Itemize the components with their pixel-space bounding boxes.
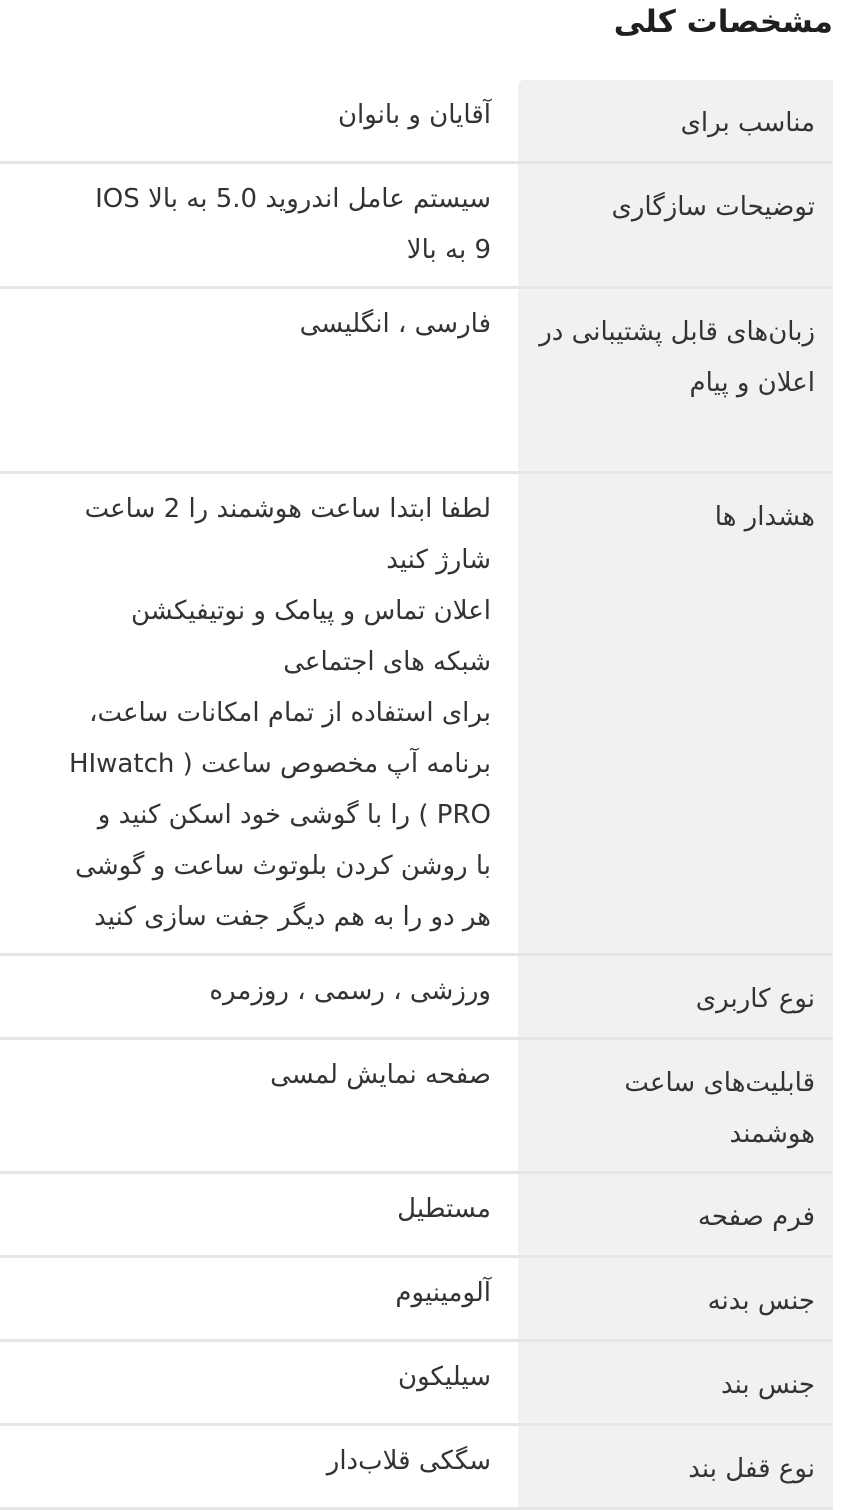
spec-key: فرم صفحه <box>518 1174 833 1255</box>
spec-row-strap-lock-type <box>0 1426 833 1510</box>
spec-value-line: صفحه نمایش لمسی <box>270 1060 491 1090</box>
spec-value <box>0 474 518 953</box>
spec-table <box>0 80 833 1510</box>
spec-value-line: ورزشی ، رسمی ، روزمره <box>209 976 491 1006</box>
spec-value-line: برنامه آپ مخصوص ساعت ( HIwatch <box>68 749 491 779</box>
spec-value <box>0 1258 518 1339</box>
spec-value-line: سگکی قلاب‌دار <box>326 1446 491 1476</box>
spec-value-line: شارژ کنید <box>386 545 491 575</box>
spec-value-line: هر دو را به هم دیگر جفت سازی کنید <box>94 902 491 932</box>
spec-row-suitable-for <box>0 80 833 164</box>
spec-value <box>0 1342 518 1423</box>
spec-value-line: مستطیل <box>397 1194 491 1224</box>
spec-row-warnings <box>0 474 833 956</box>
spec-row-compatibility <box>0 164 833 289</box>
spec-value <box>0 1426 518 1507</box>
spec-value-line: لطفا ابتدا ساعت هوشمند را 2 ساعت <box>84 494 491 524</box>
spec-key: مناسب برای <box>518 80 833 161</box>
spec-value-line: برای استفاده از تمام امکانات ساعت، <box>89 698 491 728</box>
spec-value-line: آلومینیوم <box>395 1278 491 1308</box>
spec-value <box>0 289 518 471</box>
spec-key: زبان‌های قابل پشتیبانی در اعلان و پیام <box>518 289 833 471</box>
spec-value-line: شبکه های اجتماعی <box>283 647 491 677</box>
spec-row-smartwatch-features <box>0 1040 833 1174</box>
spec-row-supported-languages <box>0 289 833 474</box>
spec-value-line: با روشن کردن بلوتوث ساعت و گوشی <box>75 851 491 881</box>
spec-value-line: سیلیکون <box>398 1362 491 1392</box>
spec-row-screen-shape <box>0 1174 833 1258</box>
spec-value <box>0 164 518 286</box>
spec-value-line: سیستم عامل اندروید 5.0 به بالا IOS <box>95 184 491 214</box>
section-title: مشخصات کلی <box>613 4 833 40</box>
spec-row-body-material <box>0 1258 833 1342</box>
spec-key: جنس بند <box>518 1342 833 1423</box>
spec-value <box>0 1174 518 1255</box>
spec-value <box>0 956 518 1037</box>
spec-value-line: آقایان و بانوان <box>337 100 491 130</box>
spec-key: توضیحات سازگاری <box>518 164 833 286</box>
spec-value <box>0 1040 518 1171</box>
spec-key: هشدار ها <box>518 474 833 953</box>
spec-key: قابلیت‌های ساعت هوشمند <box>518 1040 833 1171</box>
spec-value-line: اعلان تماس و پیامک و نوتیفیکشن <box>130 596 491 626</box>
spec-key: نوع کاربری <box>518 956 833 1037</box>
spec-row-strap-material <box>0 1342 833 1426</box>
spec-value-line: فارسی ، انگلیسی <box>299 309 491 339</box>
spec-value-line: PRO ) را با گوشی خود اسکن کنید و <box>97 800 491 830</box>
spec-key: نوع قفل بند <box>518 1426 833 1507</box>
spec-key: جنس بدنه <box>518 1258 833 1339</box>
spec-value <box>0 80 518 161</box>
spec-value-line: 9 به بالا <box>406 235 491 265</box>
spec-row-usage-type <box>0 956 833 1040</box>
